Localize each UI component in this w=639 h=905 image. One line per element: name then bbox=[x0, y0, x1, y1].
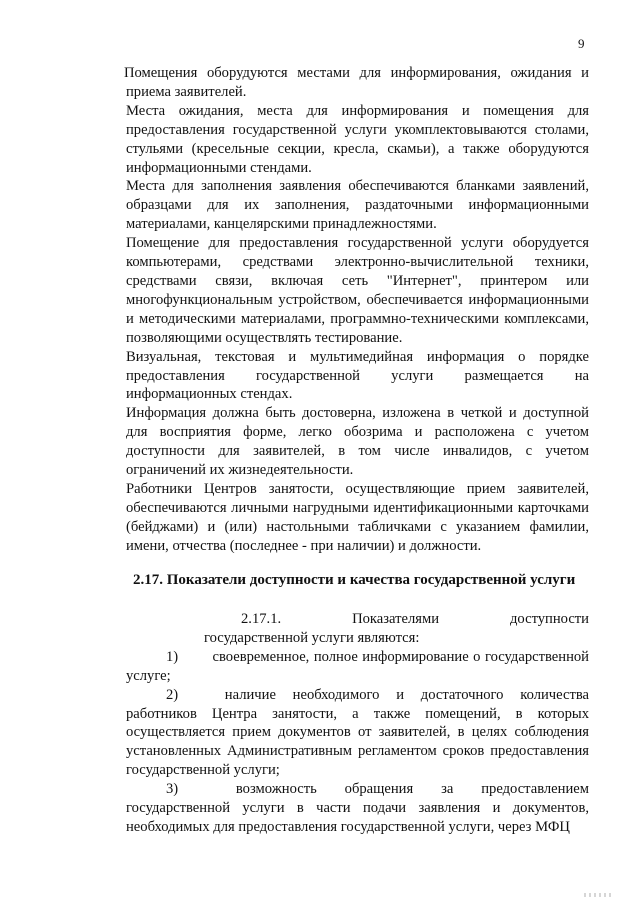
paragraph-text: Помещение для предоставления государственной услуги оборудуется компьютерами, средствами электронно-вычислительной техники, средствами связи, включая сеть "Интернет", принтером или многофункциональным устройством, обеспечивается информационными и методическими материалами, программно-техническими комплексами, позволяющими осуществлять тестирование. bbox=[126, 235, 589, 346]
list-item-number: 3) bbox=[166, 781, 179, 798]
list-item bbox=[126, 686, 589, 781]
paragraph bbox=[126, 102, 589, 178]
subsection-word: доступности bbox=[510, 611, 589, 627]
paragraph-text: Работники Центров занятости, осуществляющие прием заявителей, обеспечиваются личными нагрудными идентификационными карточками (бейджами) и (или) настольными табличками с указанием фамилии, имени, отчества (последнее - при наличии) и должности. bbox=[126, 480, 589, 554]
paragraph-text: Информация должна быть достоверна, изложена в четкой и доступной для восприятия форме, легко обозрима и расположена с учетом доступности для заявителей, в том числе инвалидов, с учетом ограничений их жизнедеятельности. bbox=[126, 405, 589, 479]
paragraph bbox=[126, 234, 589, 347]
paragraph bbox=[126, 404, 589, 480]
body-text bbox=[126, 64, 589, 556]
paragraph bbox=[126, 348, 589, 405]
list-item-text: возможность обращения за предоставлением государственной услуги в части подачи заявления и документов, необходимых для предоставления государственной услуги, через МФЦ bbox=[126, 781, 589, 835]
list-item-number: 2) bbox=[166, 686, 179, 703]
subsection-line: государственной услуги являются: bbox=[204, 629, 420, 646]
paragraph-text: Визуальная, текстовая и мультимедийная информация о порядке предоставления государственной услуги размещается на информационных стендах. bbox=[126, 348, 589, 403]
list-item bbox=[126, 648, 589, 686]
subsection-word: Показателями bbox=[352, 611, 440, 627]
paragraph-text: Места для заполнения заявления обеспечиваются бланками заявлений, образцами для их заполнения, раздаточными информационными материалами, канцелярскими принадлежностями. bbox=[126, 178, 589, 233]
paragraph-text: Места ожидания, места для информирования и помещения для предоставления государственной услуги укомплектовываются столами, стульями (кресельные секции, кресла, скамьи), а также оборудуются информационными стендами. bbox=[126, 102, 589, 176]
section-heading: 2.17. Показатели доступности и качества государственной услуги bbox=[133, 572, 576, 588]
paragraph bbox=[126, 480, 589, 556]
subsection-title bbox=[126, 610, 589, 629]
list-item-number: 1) bbox=[166, 648, 179, 665]
list-item-text: своевременное, полное информирование о государственной услуге; bbox=[126, 648, 589, 684]
paragraph bbox=[126, 64, 589, 102]
subsection-number: 2.17.1. bbox=[241, 611, 282, 627]
list-item-text: наличие необходимого и достаточного количества работников Центра занятости, а также помещений, в которых осуществляется прием документов от заявителей, в целях соблюдения установленных Административным регламентом сроков предоставления государственной услуги; bbox=[126, 686, 589, 779]
paragraph bbox=[126, 177, 589, 234]
list-item bbox=[126, 780, 589, 837]
paragraph-text: Помещения оборудуются местами для информирования, ожидания и приема заявителей. bbox=[124, 65, 589, 100]
scan-artifact bbox=[584, 893, 614, 897]
page-number: 9 bbox=[578, 36, 585, 51]
indicator-list bbox=[126, 610, 589, 837]
